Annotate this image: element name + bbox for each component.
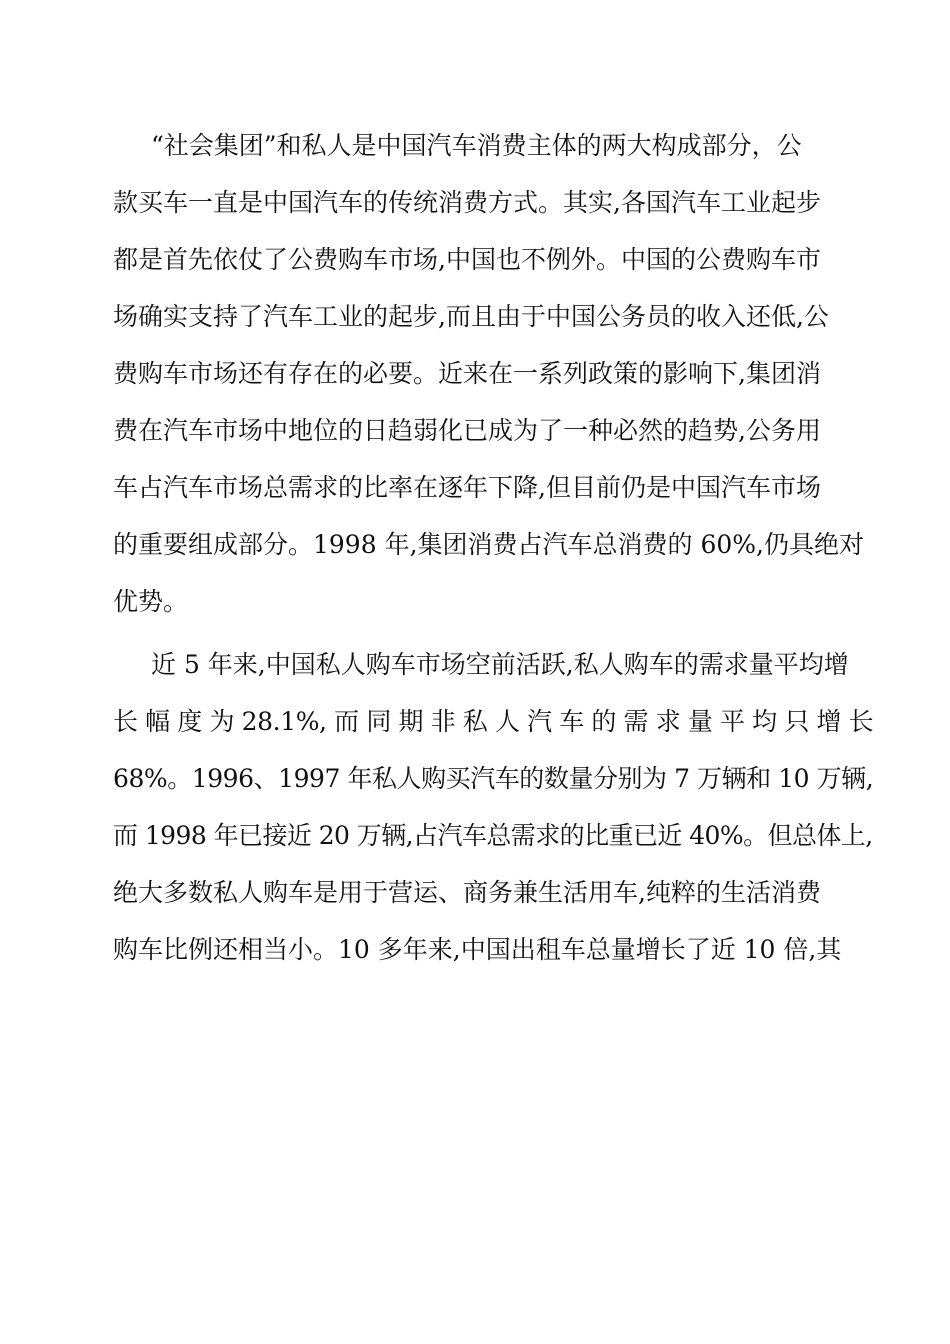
paragraph-line: 长 幅 度 为 28.1%, 而 同 期 非 私 人 汽 车 的 需 求 量 平 均 只 增 长 bbox=[113, 707, 874, 736]
paragraph-line: 购车比例还相当小。10 多年来,中国出租车总量增长了近 10 倍,其 bbox=[113, 935, 842, 964]
paragraph-line: 绝大多数私人购车是用于营运、商务兼生活用车,纯粹的生活消费 bbox=[113, 878, 821, 907]
paragraph-2 bbox=[113, 636, 874, 978]
paragraph-1 bbox=[113, 117, 863, 636]
paragraph-line: 款买车一直是中国汽车的传统消费方式。其实,各国汽车工业起步 bbox=[113, 188, 821, 217]
paragraph-line: 费在汽车市场中地位的日趋弱化已成为了一种必然的趋势,公务用 bbox=[113, 416, 821, 445]
paragraph-line: “社会集团”和私人是中国汽车消费主体的两大构成部分，公 bbox=[151, 131, 802, 160]
body-text bbox=[113, 117, 874, 978]
paragraph-line: 车占汽车市场总需求的比率在逐年下降,但目前仍是中国汽车市场 bbox=[113, 473, 821, 502]
paragraph-line: 而 1998 年已接近 20 万辆,占汽车总需求的比重已近 40%。但总体上, bbox=[113, 821, 873, 850]
paragraph-line: 场确实支持了汽车工业的起步,而且由于中国公务员的收入还低,公 bbox=[113, 302, 829, 331]
paragraph-line: 都是首先依仗了公费购车市场,中国也不例外。中国的公费购车市 bbox=[113, 245, 821, 274]
paragraph-line: 优势。 bbox=[113, 587, 189, 616]
paragraph-line: 的重要组成部分。1998 年,集团消费占汽车总消费的 60%,仍具绝对 bbox=[113, 530, 864, 559]
paragraph-line: 近 5 年来,中国私人购车市场空前活跃,私人购车的需求量平均增 bbox=[151, 650, 849, 679]
paragraph-line: 68%。1996、1997 年私人购买汽车的数量分别为 7 万辆和 10 万辆, bbox=[113, 764, 874, 793]
paragraph-line: 费购车市场还有存在的必要。近来在一系列政策的影响下,集团消 bbox=[113, 359, 821, 388]
